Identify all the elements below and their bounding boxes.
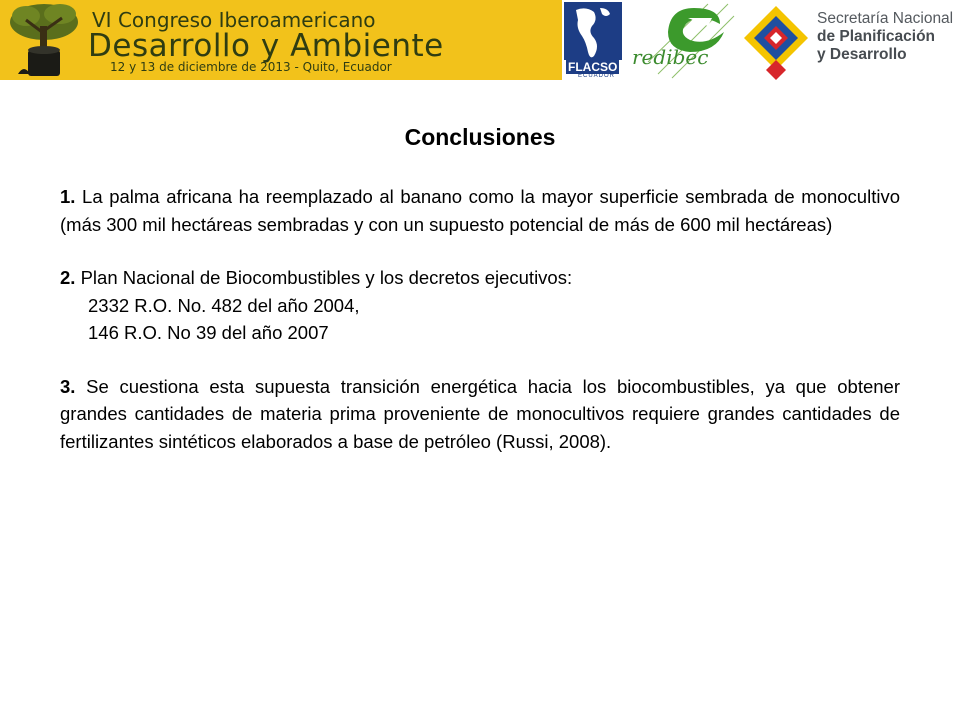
header bbox=[0, 0, 960, 80]
senplades-line3: y Desarrollo bbox=[817, 46, 907, 63]
conclusion-1-text: La palma africana ha reemplazado al banano como la mayor superficie sembrada de monocultivo (más 300 mil hectáreas sembradas y con un supuesto potencial de más de 600 mil hectáreas) bbox=[60, 186, 900, 235]
tree-logo-icon bbox=[4, 2, 84, 80]
senplades-logo-icon bbox=[740, 2, 812, 80]
congress-date-place: 12 y 13 de diciembre de 2013 - Quito, Ecuador bbox=[110, 60, 392, 74]
congress-edition: VI Congreso Iberoamericano bbox=[92, 8, 376, 32]
redibec-name: redibec bbox=[632, 45, 709, 69]
congress-name: Desarrollo y Ambiente bbox=[88, 28, 444, 64]
conclusion-3-number: 3. bbox=[60, 375, 76, 397]
senplades-line1: Secretaría Nacional bbox=[817, 10, 954, 27]
conclusion-2 bbox=[60, 264, 900, 292]
flacso-name: FLACSO bbox=[568, 60, 618, 74]
conclusion-2-text: Plan Nacional de Biocombustibles y los decretos ejecutivos: bbox=[75, 267, 573, 288]
decree-2: 146 R.O. No 39 del año 2007 bbox=[88, 322, 329, 343]
conclusion-1-number: 1. bbox=[60, 186, 76, 207]
conclusion-2-number: 2. bbox=[60, 267, 76, 288]
senplades-line2: de Planificación bbox=[817, 28, 936, 45]
decree-1: 2332 R.O. No. 482 del año 2004, bbox=[88, 294, 360, 316]
conclusion-3 bbox=[60, 373, 900, 456]
congress-banner bbox=[0, 0, 562, 80]
conclusion-3-text: Se cuestiona esta supuesta transición energética hacia los biocombustibles, ya que obtener grandes cantidades de materia prima proveniente de monocultivos requiere grandes cantidades de fertilizantes sintéticos elaborados a base de petróleo (Russi, 2008). bbox=[60, 375, 900, 452]
senplades-name bbox=[817, 10, 953, 64]
flacso-country: ECUADOR bbox=[578, 73, 616, 79]
conclusion-1 bbox=[60, 183, 900, 238]
slide-body bbox=[60, 183, 900, 481]
slide-title: Conclusiones bbox=[404, 124, 556, 150]
